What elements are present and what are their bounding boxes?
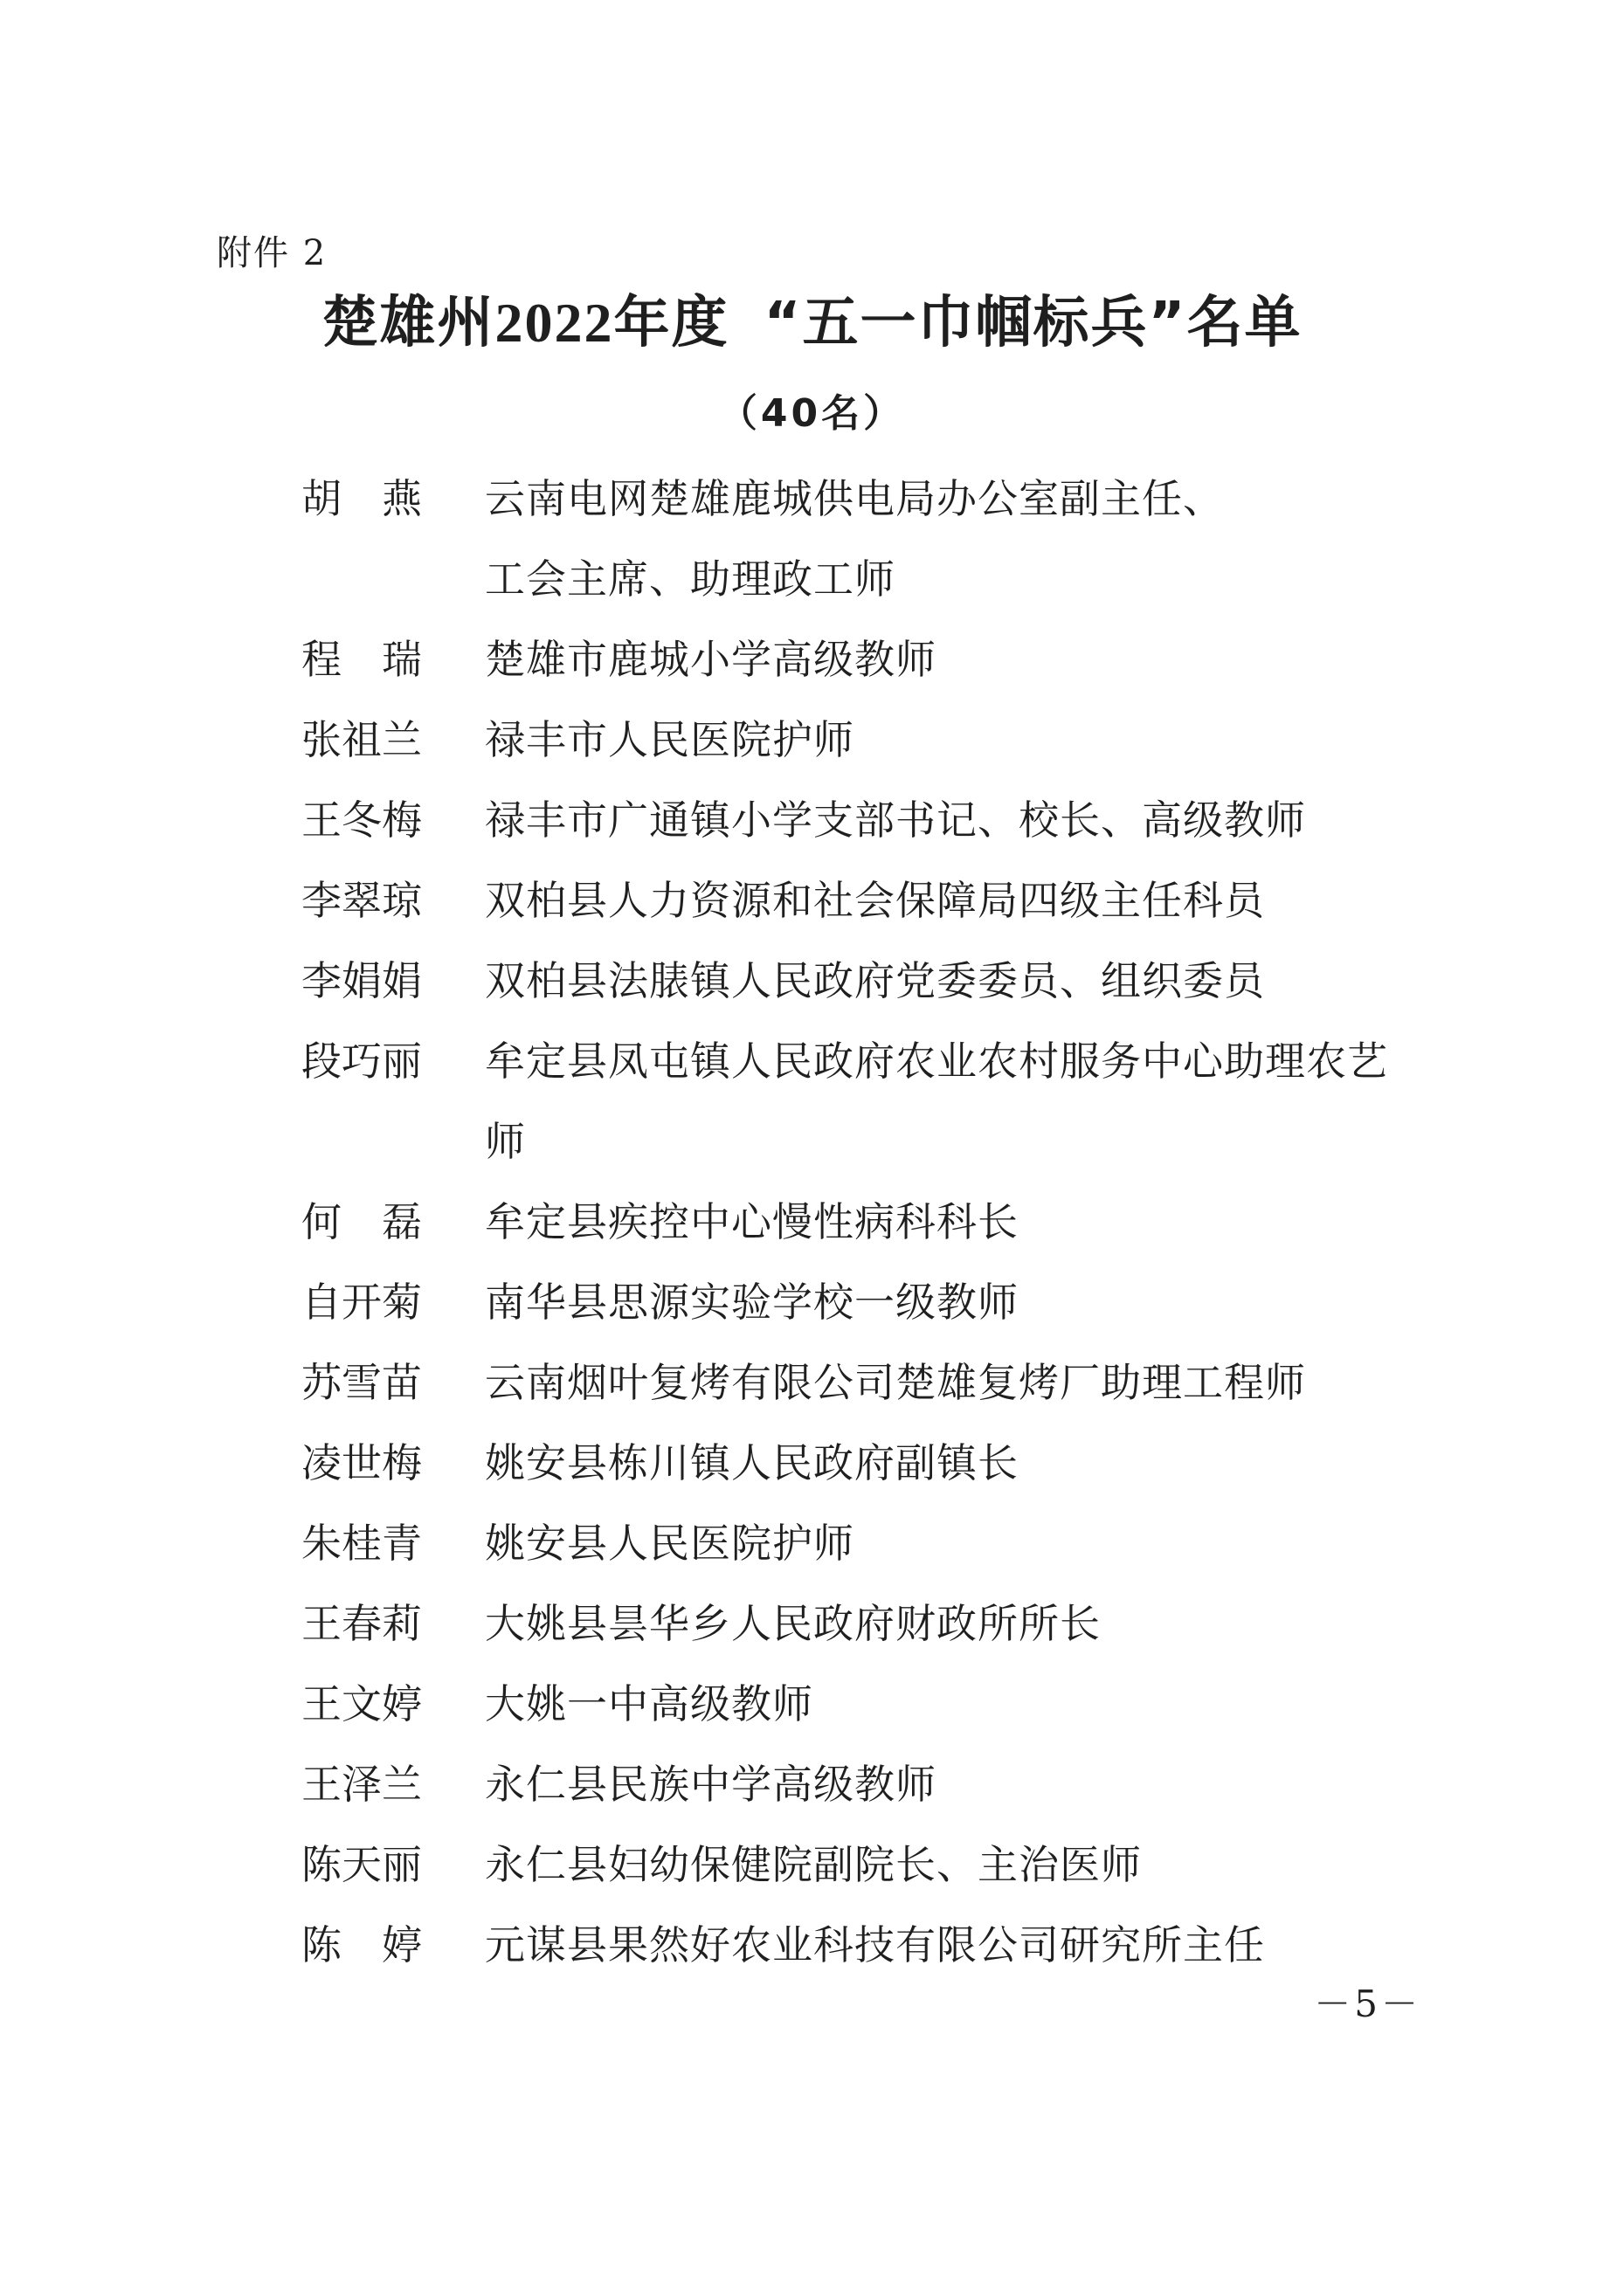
page-number: －5－ (1314, 1982, 1421, 2025)
description-line: 南华县思源实验学校一级教师 (485, 1279, 1019, 1326)
person-name: 王冬梅 (301, 796, 422, 844)
person-name: 段巧丽 (301, 1038, 422, 1085)
person-description (485, 860, 1437, 941)
description-line: 姚安县人民医院护师 (485, 1520, 854, 1567)
person-name: 朱桂青 (301, 1520, 422, 1567)
person-name: 王春莉 (301, 1600, 422, 1647)
description-line: 永仁县民族中学高级教师 (485, 1761, 936, 1808)
description-line: 禄丰市广通镇小学支部书记、校长、高级教师 (485, 796, 1306, 844)
person-name: 王泽兰 (301, 1761, 422, 1808)
list-item (301, 1182, 1437, 1262)
list-item (301, 1744, 1437, 1824)
list-item (301, 941, 1437, 1021)
person-name: 李娟娟 (301, 957, 422, 1004)
person-description (485, 1905, 1437, 1985)
person-name: 陈天丽 (301, 1841, 422, 1888)
person-description (485, 1503, 1437, 1583)
person-name: 凌世梅 (301, 1439, 422, 1486)
list-item (301, 1021, 1437, 1182)
person-name: 胡 燕 (301, 475, 422, 522)
person-description (485, 1744, 1437, 1824)
list-item (301, 619, 1437, 700)
title-quote: “五一巾帼标兵”名单 (764, 291, 1303, 355)
list-item (301, 1503, 1437, 1583)
description-line: 工会主席、助理政工师 (485, 555, 895, 603)
list-item (301, 780, 1437, 860)
person-description (485, 1182, 1437, 1262)
person-description (485, 1342, 1437, 1423)
list-item (301, 459, 1437, 619)
person-name: 陈 婷 (301, 1921, 422, 1968)
description-line: 牟定县疾控中心慢性病科科长 (485, 1198, 1019, 1245)
person-description (485, 941, 1437, 1021)
person-description (485, 459, 1437, 619)
person-name: 自开菊 (301, 1279, 422, 1326)
title-mid: 年度 (613, 291, 729, 355)
list-item (301, 860, 1437, 941)
description-line: 大姚一中高级教师 (485, 1680, 813, 1727)
person-name: 程 瑞 (301, 636, 422, 683)
count-label: （40名） (718, 391, 906, 436)
person-description (485, 1824, 1437, 1905)
person-description (485, 1262, 1437, 1342)
list-item (301, 1262, 1437, 1342)
person-description (485, 1664, 1437, 1744)
description-line: 楚雄市鹿城小学高级教师 (485, 636, 936, 683)
person-name: 何 磊 (301, 1198, 422, 1245)
person-description (485, 1583, 1437, 1664)
person-description (485, 1021, 1437, 1182)
person-description (485, 1423, 1437, 1503)
description-line: 大姚县昙华乡人民政府财政所所长 (485, 1600, 1101, 1647)
list-item (301, 1824, 1437, 1905)
description-line: 双柏县人力资源和社会保障局四级主任科员 (485, 877, 1265, 924)
description-line: 永仁县妇幼保健院副院长、主治医师 (485, 1841, 1142, 1888)
person-name: 李翠琼 (301, 877, 422, 924)
description-line: 师 (485, 1118, 526, 1165)
person-name: 王文婷 (301, 1680, 422, 1727)
list-item (301, 1905, 1437, 1985)
description-line: 姚安县栋川镇人民政府副镇长 (485, 1439, 1019, 1486)
attachment-label: 附件 2 (217, 233, 328, 273)
title-year: 2022 (494, 292, 614, 354)
list-item (301, 1342, 1437, 1423)
document-title (0, 278, 1624, 358)
description-line: 云南电网楚雄鹿城供电局办公室副主任、 (485, 475, 1224, 522)
person-description (485, 700, 1437, 780)
person-description (485, 619, 1437, 700)
description-line: 元谋县果然好农业科技有限公司研究所主任 (485, 1921, 1265, 1968)
title-prefix: 楚雄州 (321, 291, 495, 355)
person-description (485, 780, 1437, 860)
list-item (301, 1583, 1437, 1664)
person-name: 张祖兰 (301, 716, 422, 763)
description-line: 双柏县法脿镇人民政府党委委员、组织委员 (485, 957, 1265, 1004)
description-line: 牟定县凤屯镇人民政府农业农村服务中心助理农艺 (485, 1038, 1388, 1085)
description-line: 云南烟叶复烤有限公司楚雄复烤厂助理工程师 (485, 1359, 1306, 1406)
list-item (301, 700, 1437, 780)
description-line: 禄丰市人民医院护师 (485, 716, 854, 763)
person-name: 苏雪苗 (301, 1359, 422, 1406)
list-item (301, 1423, 1437, 1503)
list-item (301, 1664, 1437, 1744)
people-list (301, 459, 1437, 1985)
